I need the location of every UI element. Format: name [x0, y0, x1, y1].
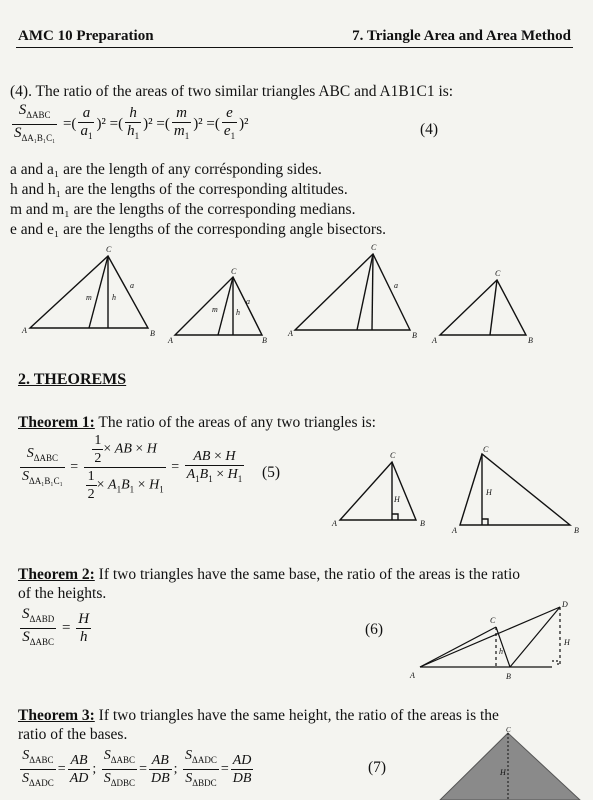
svg-text:A: A	[452, 526, 457, 535]
theorem3-statement	[18, 706, 499, 725]
eq-number-5: (5)	[262, 464, 281, 481]
svg-text:C: C	[495, 269, 501, 278]
svg-text:C: C	[490, 616, 496, 625]
svg-text:a: a	[394, 281, 398, 290]
section-title: 2. THEOREMS	[18, 371, 127, 388]
formula-6: $S_{\Delta ABD}$ $S_{\Delta ABC}$ = $\frac{H}{h}$	[22, 606, 90, 647]
theorem3-figure	[420, 725, 593, 800]
svg-text:a: a	[246, 297, 250, 306]
triangle-abc-1	[30, 256, 148, 328]
label-c: C	[106, 245, 112, 254]
svg-text:C: C	[483, 445, 489, 454]
svg-text:H: H	[500, 768, 506, 777]
svg-text:D: D	[562, 600, 568, 609]
svg-text:B: B	[528, 336, 533, 344]
theorem3-label: Theorem 3:	[18, 707, 95, 724]
eq-number-7: (7)	[368, 759, 387, 776]
triangle-a1b1c1-2	[440, 280, 526, 335]
header-left: AMC 10 Preparation	[18, 28, 154, 44]
svg-text:C: C	[506, 726, 511, 734]
item4-line-4: e and e₁ are the lengths of the corresponding angle bisectors.	[10, 221, 386, 238]
triangle-a1b1c1-1	[175, 277, 262, 335]
theorem1-label: Theorem 1:	[18, 414, 95, 431]
svg-text:A: A	[288, 329, 293, 338]
theorem3-text2: ratio of the bases.	[18, 726, 128, 743]
theorem2-figure	[400, 595, 593, 690]
theorem1-statement	[18, 413, 376, 432]
svg-text:h: h	[112, 293, 116, 302]
svg-text:C: C	[390, 451, 396, 460]
formula-7: $S_{\Delta ABC}$ $S_{\Delta ADC}$ = $\frac{AB}{AD}$ ; $S_{\Delta ABC}$ $S_{\Delta DBC}$ = $\frac{AB}{DB}$ ; $S_{\Delta ADC}$ $S_{\Delta BDC}$ = $\frac{AD}{DB}$	[22, 748, 252, 788]
item4-intro: (4). The ratio of the areas of two similar triangles ABC and A1B1C1 is:	[10, 83, 454, 100]
svg-text:B: B	[412, 331, 417, 340]
item4-line-1: a and a₁ are the length of any corrésponding sides.	[10, 161, 322, 178]
svg-text:B: B	[150, 329, 155, 338]
svg-text:A: A	[22, 326, 27, 335]
formula-5: $S_{\Delta ABC}$ $S_{\Delta A_1B_1C_1}$ = $\frac{1}{2}$ × AB × H $\frac{1}{2}$ × $A_1B_1 \times H_1$ = $\frac{AB \times H}{A_1B_1 \times H_1}$	[22, 433, 243, 502]
theorem2-statement	[18, 565, 520, 584]
svg-text:H: H	[394, 495, 400, 504]
svg-text:A: A	[332, 519, 337, 528]
svg-text:a: a	[130, 281, 134, 290]
svg-text:A: A	[168, 336, 173, 344]
theorem1-figure	[320, 440, 593, 540]
svg-text:m: m	[212, 305, 218, 314]
svg-text:h: h	[499, 647, 503, 656]
eq-number-4: (4)	[420, 121, 439, 138]
svg-text:B: B	[506, 672, 511, 681]
theorem2-text2: of the heights.	[18, 585, 107, 602]
theorem2-label: Theorem 2:	[18, 566, 95, 583]
svg-text:B: B	[262, 336, 267, 344]
svg-text:B: B	[574, 526, 579, 535]
svg-text:H: H	[564, 638, 570, 647]
theorem1-text: The ratio of the areas of any two triangles is:	[94, 414, 376, 431]
theorem2-text: If two triangles have the same base, the ratio of the areas is the ratio	[94, 566, 521, 583]
svg-text:C: C	[371, 243, 377, 252]
svg-text:A: A	[410, 671, 415, 680]
svg-text:H: H	[486, 488, 492, 497]
item4-line-2: h and h₁ are the lengths of the corresponding altitudes.	[10, 181, 348, 198]
svg-text:h: h	[236, 308, 240, 317]
header-right: 7. Triangle Area and Area Method	[352, 28, 571, 44]
svg-text:A: A	[432, 336, 437, 344]
svg-text:m: m	[86, 293, 92, 302]
header-rule	[16, 47, 573, 48]
eq-number-6: (6)	[365, 621, 384, 638]
svg-text:B: B	[420, 519, 425, 528]
theorem3-text: If two triangles have the same height, the ratio of the areas is the	[94, 707, 499, 724]
formula-4: $S_{\Delta ABC}$ $S_{\Delta A_1B_1C_1}$ =( $\frac{a}{a_1}$ )² =( $\frac{h}{h_1}$ )² =( $\frac{m}{m_1}$ )² =( $\frac{e}{e_1}$ )²	[14, 102, 249, 143]
svg-text:C: C	[231, 267, 237, 276]
similar-triangles-figure	[0, 240, 593, 344]
triangle-abc-2	[295, 254, 410, 330]
item4-line-3: m and m₁ are the lengths of the corresponding medians.	[10, 201, 356, 218]
